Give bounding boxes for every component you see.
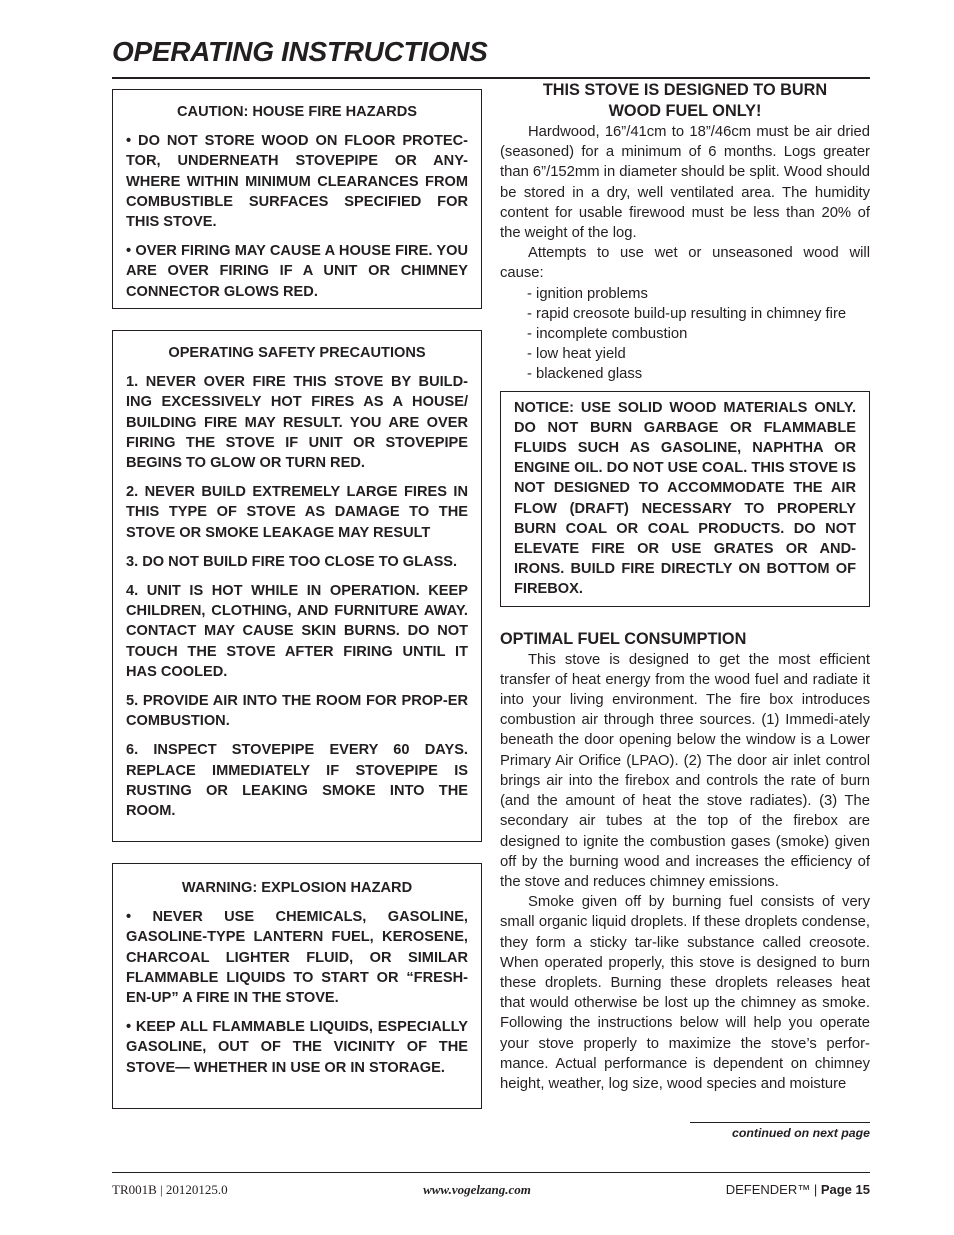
left-column — [112, 89, 482, 1109]
caution-item: • DO NOT STORE WOOD ON FLOOR PROTEC-TOR, UNDERNEATH STOVEPIPE OR ANY-WHERE WITHIN MINIMUM CLEARANCES FROM COMBUSTIBLE SURFACES SPECIFIED FOR THIS STOVE. — [126, 133, 468, 231]
caution-item: • OVER FIRING MAY CAUSE A HOUSE FIRE. YOU ARE OVER FIRING IF A UNIT OR CHIMNEY CONNECTOR GLOWS RED. — [126, 243, 468, 300]
footer-product: DEFENDER™ | — [725, 1182, 818, 1197]
page-title: OPERATING INSTRUCTIONS — [112, 36, 488, 67]
warning-item: • KEEP ALL FLAMMABLE LIQUIDS, ESPECIALLY GASOLINE, OUT OF THE VICINITY OF THE STOVE— WHETHER IN USE OR IN STORAGE. — [126, 1019, 468, 1076]
footer-website: www.vogelzang.com — [423, 1182, 531, 1197]
caution-heading: CAUTION: HOUSE FIRE HAZARDS — [177, 104, 417, 120]
caution-box — [112, 89, 482, 309]
fuel-paragraph: Smoke given off by burning fuel consists of very small organic liquid droplets. If these droplets condense, they form a sticky tar-like substance called creosote. When operated properly, this stove is designed to burn these droplets. Burning these droplets releases heat that would otherwise be lost up the chimney as smoke. Following the instructions below will help you operate your stove properly to maximize the stove’s perfor-mance. Actual performance is dependent on chimney height, weather, log size, wood species and moisture — [500, 894, 870, 1092]
warning-heading: WARNING: EXPLOSION HAZARD — [181, 880, 413, 896]
safety-precautions-box — [112, 330, 482, 842]
right-column — [500, 80, 870, 1094]
footer-page-info — [726, 1182, 870, 1197]
title-divider — [112, 77, 870, 79]
continued-divider — [690, 1122, 870, 1123]
footer-doc-code: TR001B | 20120125.0 — [112, 1182, 228, 1197]
safety-item: 1. NEVER OVER FIRE THIS STOVE BY BUILD-ING EXCESSIVELY HOT FIRES AS A HOUSE/ BUILDING FIRE MAY RESULT. YOU ARE OVER FIRING THE STOVE IF UNIT OR STOVEPIPE BEGINS TO GLOW OR TURN RED. — [126, 374, 468, 472]
wood-paragraph: Attempts to use wet or unseasoned wood will cause: — [500, 245, 870, 282]
explosion-warning-box — [112, 863, 482, 1109]
continued-note: continued on next page — [731, 1126, 870, 1140]
wet-wood-effects-list — [527, 284, 870, 385]
notice-box: NOTICE: USE SOLID WOOD MATERIALS ONLY. DO NOT BURN GARBAGE OR FLAMMABLE FLUIDS SUCH AS GASOLINE, NAPHTHA OR ENGINE OIL. DO NOT USE COAL. THIS STOVE IS NOT DESIGNED TO ACCOMMODATE THE AIR FLOW (DRAFT) NECESSARY TO PROPERLY BURN COAL OR COAL PRODUCTS. DO NOT ELEVATE FIRE OR USE GRATES OR AND-IRONS. BUILD FIRE DIRECTLY ON BOTTOM OF FIREBOX. — [500, 391, 870, 607]
safety-item: 4. UNIT IS HOT WHILE IN OPERATION. KEEP CHILDREN, CLOTHING, AND FURNITURE AWAY. CONTACT MAY CAUSE SKIN BURNS. DO NOT TOUCH THE STOVE AFTER FIRING UNTIL IT HAS COOLED. — [126, 583, 468, 680]
safety-heading: OPERATING SAFETY PRECAUTIONS — [168, 345, 426, 361]
wood-fuel-heading: THIS STOVE IS DESIGNED TO BURN WOOD FUEL ONLY! — [542, 81, 828, 120]
safety-item: 6. INSPECT STOVEPIPE EVERY 60 DAYS. REPLACE IMMEDIATELY IF STOVEPIPE IS RUSTING OR LEAKING SMOKE INTO THE ROOM. — [126, 742, 468, 820]
safety-item: 5. PROVIDE AIR INTO THE ROOM FOR PROP-ER COMBUSTION. — [126, 693, 468, 730]
warning-item: • NEVER USE CHEMICALS, GASOLINE, GASOLINE-TYPE LANTERN FUEL, KEROSENE, CHARCOAL LIGHTER FLUID, OR SIMILAR FLAMMABLE LIQUIDS TO START OR “FRESH-EN-UP” A FIRE IN THE STOVE. — [126, 909, 468, 1007]
footer-page-number: Page 15 — [820, 1182, 870, 1197]
safety-item: 3. DO NOT BUILD FIRE TOO CLOSE TO GLASS. — [126, 553, 458, 570]
safety-item: 2. NEVER BUILD EXTREMELY LARGE FIRES IN THIS TYPE OF STOVE AS DAMAGE TO THE STOVE OR SMOKE LEAKAGE MAY RESULT — [126, 484, 468, 541]
fuel-paragraph: This stove is designed to get the most efficient transfer of heat energy from the wood fuel and radiate it into your living environment. The fire box introduces combustion air through three sources. (1) Immedi-ately beneath the door opening below the window is a Lower Primary Air Orifice (LPAO). (2) The door air inlet control brings air into the firebox and controls the rate of burn (and the amount of heat the stove radiates). (3) The secondary air tubes at the top of the firebox are designed to ignite the combustion gases (smoke) given off by the burning wood and increases the efficiency of the stove and reduces chimney emissions. — [500, 651, 870, 890]
list-item: - low heat yield — [527, 346, 626, 363]
list-item: - ignition problems — [527, 285, 648, 302]
list-item: - rapid creosote build-up resulting in chimney fire — [527, 305, 847, 322]
wood-paragraph: Hardwood, 16”/41cm to 18”/46cm must be air dried (seasoned) for a minimum of 6 months. Logs greater than 6”/152mm in diameter should be split. Wood should be stored in a dry, well ventilated area. The humidity content for usable firewood must be less than 20% of the weight of the log. — [500, 124, 870, 242]
fuel-consumption-heading: OPTIMAL FUEL CONSUMPTION — [500, 629, 747, 648]
list-item: - incomplete combustion — [527, 326, 688, 343]
footer-divider — [112, 1172, 870, 1173]
list-item: - blackened glass — [527, 366, 643, 383]
